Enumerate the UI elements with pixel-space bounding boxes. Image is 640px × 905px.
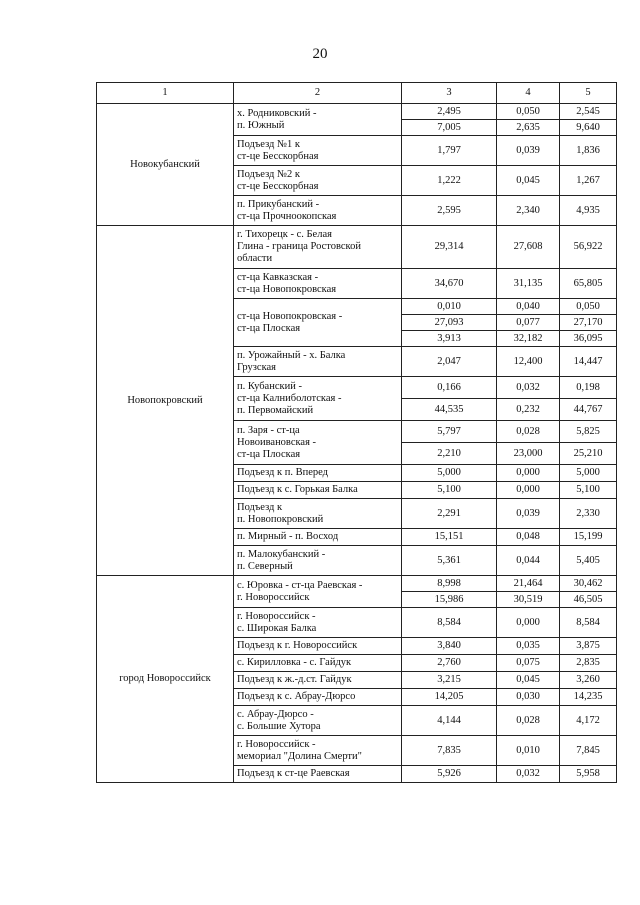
road-name-cell [234,689,402,706]
length-col3-cell: 3,913 [402,331,497,347]
road-name-line: п. Урожайный - х. Балка [237,349,346,361]
length-col5-cell: 15,199 [560,529,617,546]
road-name-line: с. Юровка - ст-ца Раевская - [237,579,363,591]
road-name-line: Глина - граница Ростовской [237,241,361,252]
road-name-cell [234,638,402,655]
road-name-line: п. Новопокровский [237,513,324,525]
road-name-line: Подъезд к ж.-д.ст. Гайдук [237,674,352,685]
length-col5-cell: 5,958 [560,766,617,783]
length-col5-cell: 5,000 [560,465,617,482]
road-name-line: Подъезд к п. Вперед [237,467,329,478]
road-name-line: с. Широкая Балка [237,622,317,634]
length-col3-cell: 5,361 [402,546,497,576]
length-col3-cell: 3,215 [402,672,497,689]
road-name-cell [234,196,402,226]
length-col3-cell: 2,760 [402,655,497,672]
length-col4-cell: 0,050 [497,104,560,120]
length-col5-cell: 4,935 [560,196,617,226]
length-col3-cell: 0,166 [402,377,497,399]
road-name-cell [234,655,402,672]
road-name-line: п. Заря - ст-ца [237,424,300,436]
road-name-line: Подъезд к с. Горькая Балка [237,484,358,495]
length-col5-cell: 8,584 [560,608,617,638]
length-col4-cell: 0,045 [497,672,560,689]
road-name-line: Подъезд к [237,501,283,513]
length-col3-cell: 44,535 [402,399,497,421]
road-name-line: Грузская [237,361,277,373]
length-col3-cell: 2,495 [402,104,497,120]
length-col4-cell: 0,044 [497,546,560,576]
length-col4-cell: 0,048 [497,529,560,546]
length-col4-cell: 2,340 [497,196,560,226]
page-number: 20 [312,46,328,62]
length-col4-cell: 0,045 [497,166,560,196]
length-col4-cell: 23,000 [497,443,560,465]
length-col4-cell: 2,635 [497,120,560,136]
road-name-cell [234,608,402,638]
length-col4-cell: 0,028 [497,421,560,443]
length-col3-cell: 5,000 [402,465,497,482]
road-name-line: п. Северный [237,560,293,572]
road-name-line: ст-ца Прочноокопская [237,210,337,222]
length-col3-cell: 5,797 [402,421,497,443]
district-cell: город Новороссийск [97,576,234,783]
length-col4-cell: 21,464 [497,576,560,592]
column-header: 4 [497,83,560,104]
length-col3-cell: 3,840 [402,638,497,655]
length-col3-cell: 7,835 [402,736,497,766]
table-row [97,104,617,120]
road-name-line: ст-ца Кавказская - [237,271,319,283]
length-col5-cell: 4,172 [560,706,617,736]
road-name-cell [234,736,402,766]
road-name-line: Подъезд к с. Абрау-Дюрсо [237,691,356,702]
road-name-line: мемориал "Долина Смерти" [237,750,362,762]
length-col5-cell: 44,767 [560,399,617,421]
length-col5-cell: 25,210 [560,443,617,465]
road-name-cell [234,482,402,499]
road-name-cell [234,706,402,736]
road-name-line: п. Прикубанский - [237,198,320,210]
road-name-line: п. Первомайский [237,404,314,416]
road-name-cell [234,226,402,269]
road-name-cell [234,465,402,482]
length-col3-cell: 0,010 [402,299,497,315]
length-col5-cell: 2,835 [560,655,617,672]
road-name-cell [234,529,402,546]
length-col4-cell: 31,135 [497,269,560,299]
length-col5-cell: 36,095 [560,331,617,347]
length-col4-cell: 0,000 [497,608,560,638]
road-name-line: ст-це Бесскорбная [237,150,319,162]
road-name-cell [234,166,402,196]
length-col5-cell: 14,235 [560,689,617,706]
road-name-line: ст-ца Новопокровская - [237,310,343,322]
length-col5-cell: 3,260 [560,672,617,689]
road-name-cell [234,421,402,465]
length-col5-cell: 0,050 [560,299,617,315]
length-col3-cell: 2,210 [402,443,497,465]
length-col4-cell: 0,000 [497,465,560,482]
length-col4-cell: 0,030 [497,689,560,706]
length-col3-cell: 8,584 [402,608,497,638]
length-col5-cell: 0,198 [560,377,617,399]
road-name-cell [234,104,402,136]
road-name-cell [234,299,402,347]
road-name-line: Подъезд №2 к [237,168,301,180]
road-name-cell [234,136,402,166]
length-col4-cell: 0,075 [497,655,560,672]
length-col5-cell: 65,805 [560,269,617,299]
road-name-line: с. Кирилловка - с. Гайдук [237,657,352,668]
table-header-row [97,83,617,104]
road-name-cell [234,576,402,608]
length-col4-cell: 27,608 [497,226,560,269]
road-name-line: ст-ца Плоская [237,448,301,460]
length-col4-cell: 0,032 [497,766,560,783]
length-col3-cell: 7,005 [402,120,497,136]
road-name-cell [234,377,402,421]
road-name-line: ст-ца Новопокровская [237,283,337,295]
length-col3-cell: 15,986 [402,592,497,608]
length-col5-cell: 3,875 [560,638,617,655]
road-name-cell [234,499,402,529]
road-name-line: г. Новороссийск - [237,610,316,622]
length-col3-cell: 8,998 [402,576,497,592]
column-header: 2 [234,83,402,104]
length-col4-cell: 0,000 [497,482,560,499]
column-header: 3 [402,83,497,104]
length-col4-cell: 0,039 [497,136,560,166]
table-row [97,576,617,592]
road-name-line: Подъезд к г. Новороссийск [237,640,358,651]
length-col4-cell: 0,010 [497,736,560,766]
length-col5-cell: 30,462 [560,576,617,592]
length-col3-cell: 29,314 [402,226,497,269]
road-name-line: с. Большие Хутора [237,720,321,732]
road-name-cell [234,672,402,689]
length-col5-cell: 56,922 [560,226,617,269]
length-col4-cell: 30,519 [497,592,560,608]
length-col4-cell: 12,400 [497,347,560,377]
road-name-line: п. Кубанский - [237,380,302,392]
length-col3-cell: 1,222 [402,166,497,196]
length-col5-cell: 9,640 [560,120,617,136]
road-name-line: ст-ца Плоская [237,322,301,334]
road-name-line: с. Абрау-Дюрсо - [237,708,314,720]
length-col3-cell: 15,151 [402,529,497,546]
length-col5-cell: 46,505 [560,592,617,608]
road-name-line: ст-ца Калниболотская - [237,392,342,404]
road-name-cell [234,766,402,783]
road-name-line: г. Тихорецк - с. Белая [237,229,332,240]
road-name-line: г. Новороссийск - [237,738,316,750]
length-col3-cell: 2,595 [402,196,497,226]
table-body [97,104,617,783]
road-name-line: Новоивановская - [237,436,317,448]
length-col3-cell: 5,100 [402,482,497,499]
roads-table [96,82,617,783]
length-col5-cell: 5,100 [560,482,617,499]
road-name-line: х. Родниковский - [237,107,317,119]
length-col5-cell: 7,845 [560,736,617,766]
length-col4-cell: 0,232 [497,399,560,421]
length-col4-cell: 0,077 [497,315,560,331]
length-col3-cell: 27,093 [402,315,497,331]
length-col4-cell: 0,039 [497,499,560,529]
length-col3-cell: 1,797 [402,136,497,166]
length-col4-cell: 0,040 [497,299,560,315]
road-name-cell [234,269,402,299]
length-col3-cell: 2,291 [402,499,497,529]
length-col5-cell: 2,330 [560,499,617,529]
length-col4-cell: 0,028 [497,706,560,736]
road-name-line: ст-це Бесскорбная [237,180,319,192]
column-header: 1 [97,83,234,104]
column-header: 5 [560,83,617,104]
length-col5-cell: 1,836 [560,136,617,166]
length-col4-cell: 32,182 [497,331,560,347]
road-name-line: Подъезд №1 к [237,138,301,150]
length-col5-cell: 2,545 [560,104,617,120]
length-col3-cell: 2,047 [402,347,497,377]
road-name-line: области [237,253,273,264]
road-name-cell [234,546,402,576]
road-name-line: п. Малокубанский - [237,548,326,560]
road-name-line: г. Новороссийск [237,591,310,603]
length-col5-cell: 5,405 [560,546,617,576]
road-name-line: п. Мирный - п. Восход [237,531,339,542]
length-col3-cell: 14,205 [402,689,497,706]
district-cell: Новокубанский [97,104,234,226]
length-col5-cell: 1,267 [560,166,617,196]
length-col5-cell: 5,825 [560,421,617,443]
length-col3-cell: 5,926 [402,766,497,783]
table-row [97,226,617,269]
length-col3-cell: 34,670 [402,269,497,299]
length-col4-cell: 0,035 [497,638,560,655]
length-col5-cell: 14,447 [560,347,617,377]
road-name-line: Подъезд к ст-це Раевская [237,768,350,779]
district-cell: Новопокровский [97,226,234,576]
length-col5-cell: 27,170 [560,315,617,331]
road-name-cell [234,347,402,377]
length-col4-cell: 0,032 [497,377,560,399]
road-name-line: п. Южный [237,119,285,131]
length-col3-cell: 4,144 [402,706,497,736]
